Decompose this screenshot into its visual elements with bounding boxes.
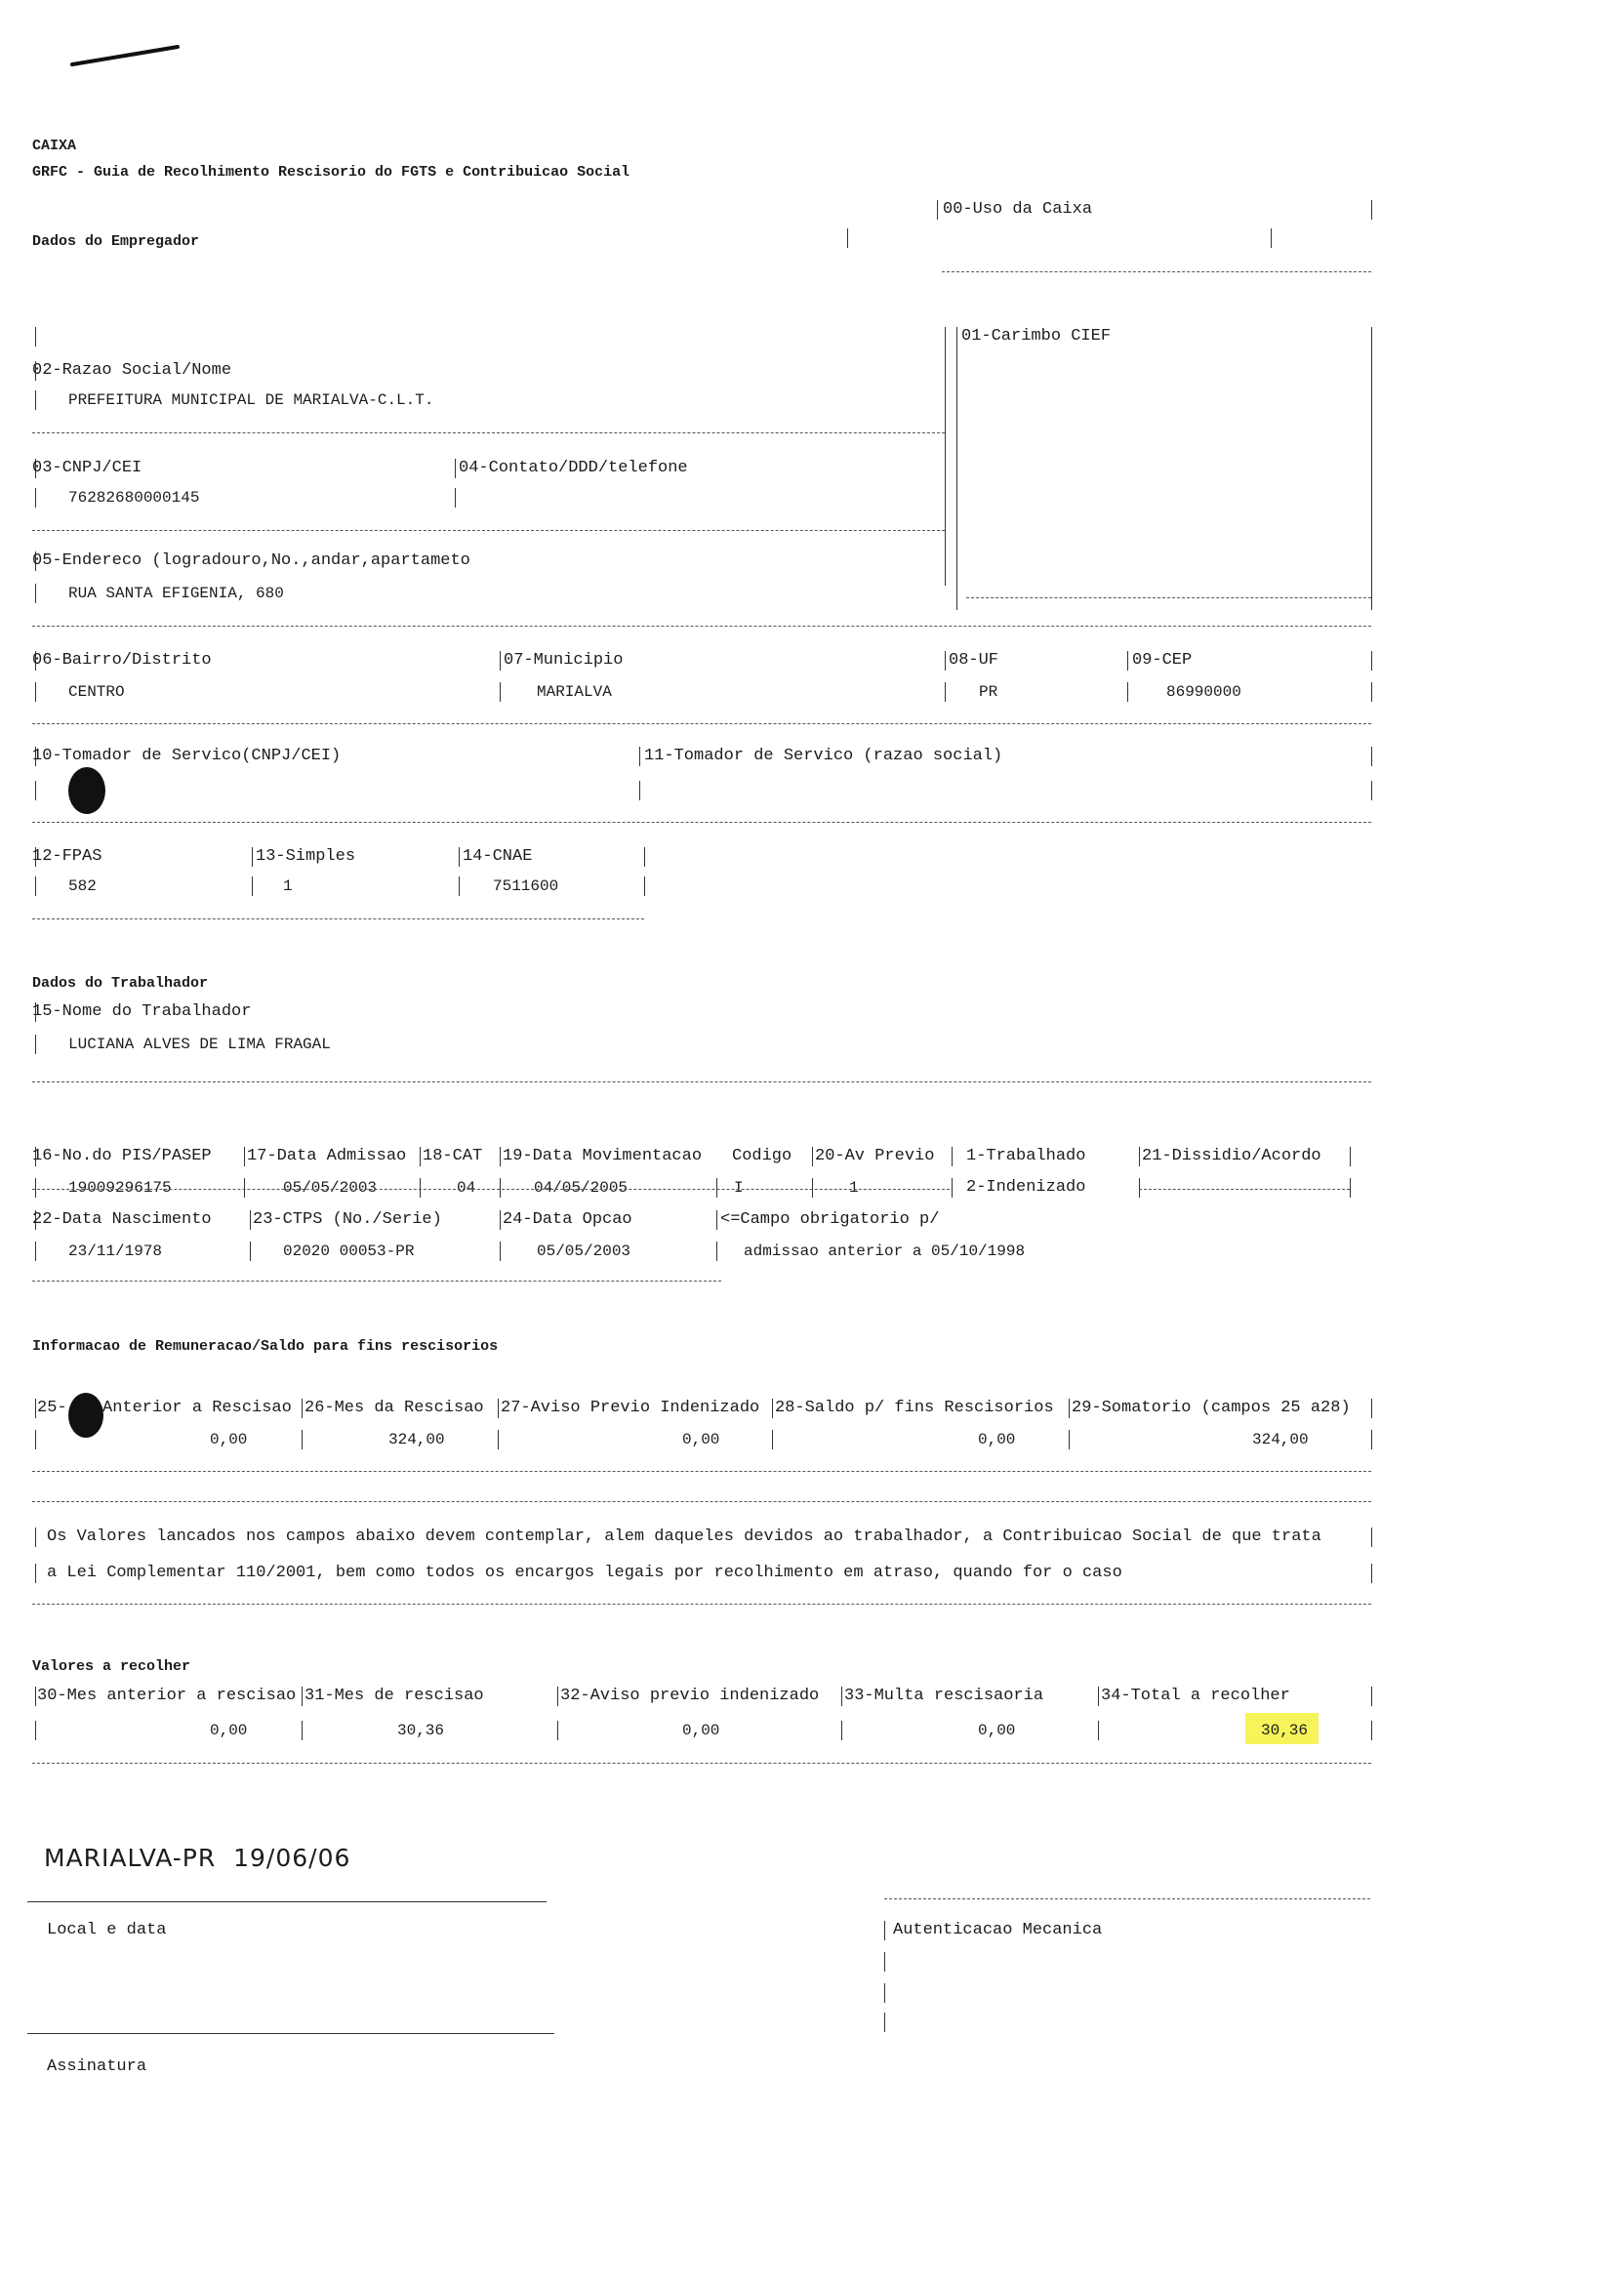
f26-label: 26-Mes da Rescisao — [304, 1399, 484, 1417]
movimentacao-value: 04/05/2005 — [534, 1179, 629, 1197]
ctps-value: 02020 00053-PR — [283, 1242, 415, 1260]
nascimento-value: 23/11/1978 — [68, 1242, 163, 1260]
worker-section-title: Dados do Trabalhador — [32, 975, 209, 992]
tomador-cnpj-label: 10-Tomador de Servico(CNPJ/CEI) — [32, 747, 342, 765]
f30-value: 0,00 — [210, 1722, 248, 1739]
tomador-razao-label: 11-Tomador de Servico (razao social) — [644, 747, 1003, 765]
pen-stroke — [68, 39, 185, 74]
municipio-value: MARIALVA — [537, 683, 612, 701]
obrig-label: <=Campo obrigatorio p/ — [720, 1210, 940, 1229]
cnae-label: 14-CNAE — [463, 847, 533, 866]
cat-value: 04 — [457, 1179, 476, 1197]
codigo-value: I — [734, 1179, 744, 1197]
cnpj-label: 03-CNPJ/CEI — [32, 459, 142, 477]
cep-label: 09-CEP — [1132, 651, 1193, 670]
handwritten-place-date: MARIALVA-PR 19/06/06 — [44, 1844, 351, 1872]
autenticacao-label: Autenticacao Mecanica — [893, 1921, 1103, 1939]
contato-label: 04-Contato/DDD/telefone — [459, 459, 688, 477]
f34-label: 34-Total a recolher — [1101, 1687, 1290, 1705]
ink-blot — [68, 1393, 103, 1438]
endereco-value: RUA SANTA EFIGENIA, 680 — [68, 585, 284, 602]
simples-label: 13-Simples — [256, 847, 356, 866]
nome-label: 15-Nome do Trabalhador — [32, 1002, 252, 1021]
f27-label: 27-Aviso Previo Indenizado — [501, 1399, 760, 1417]
uf-value: PR — [979, 683, 998, 701]
f25-label: Anterior a Rescisao — [102, 1399, 292, 1417]
notice-line-2: a Lei Complementar 110/2001, bem como todos os encargos legais por recolhimento em atraso, quando for o caso — [47, 1564, 1122, 1582]
nascimento-label: 22-Data Nascimento — [32, 1210, 212, 1229]
opcao-label: 24-Data Opcao — [503, 1210, 632, 1229]
f28-value: 0,00 — [978, 1431, 1016, 1448]
admissao-value: 05/05/2003 — [283, 1179, 378, 1197]
dissidio-label: 21-Dissidio/Acordo — [1142, 1147, 1321, 1165]
opcao-value: 05/05/2003 — [537, 1242, 631, 1260]
f29-label: 29-Somatorio (campos 25 a28) — [1072, 1399, 1351, 1417]
f29-value: 324,00 — [1252, 1431, 1309, 1448]
employer-section-title: Dados do Empregador — [32, 233, 200, 250]
endereco-label: 05-Endereco (logradouro,No.,andar,apartameto — [32, 551, 470, 570]
aviso-value: 1 — [849, 1179, 859, 1197]
payment-section-title: Valores a recolher — [32, 1658, 191, 1675]
f32-value: 0,00 — [682, 1722, 720, 1739]
opt-indenizado: 2-Indenizado — [966, 1178, 1086, 1197]
uso-caixa-label: 00-Uso da Caixa — [943, 200, 1093, 219]
razao-value: PREFEITURA MUNICIPAL DE MARIALVA-C.L.T. — [68, 391, 434, 409]
fpas-value: 582 — [68, 877, 97, 895]
aviso-label: 20-Av Previo — [815, 1147, 935, 1165]
cnae-value: 7511600 — [493, 877, 559, 895]
simples-value: 1 — [283, 877, 293, 895]
movimentacao-label: 19-Data Movimentacao — [503, 1147, 703, 1165]
f27-value: 0,00 — [682, 1431, 720, 1448]
fpas-label: 12-FPAS — [32, 847, 102, 866]
form-title: GRFC - Guia de Recolhimento Rescisorio do FGTS e Contribuicao Social — [32, 164, 630, 181]
opt-trabalhado: 1-Trabalhado — [966, 1147, 1086, 1165]
bank-name: CAIXA — [32, 138, 77, 154]
ink-blot — [68, 767, 105, 814]
cat-label: 18-CAT — [423, 1147, 483, 1165]
f28-label: 28-Saldo p/ fins Rescisorios — [775, 1399, 1054, 1417]
carimbo-label: 01-Carimbo CIEF — [961, 327, 1112, 346]
pis-value: 19009296175 — [68, 1179, 172, 1197]
pis-label: 16-No.do PIS/PASEP — [32, 1147, 212, 1165]
f34-value: 30,36 — [1261, 1722, 1309, 1739]
notice-line-1: Os Valores lancados nos campos abaixo devem contemplar, alem daqueles devidos ao trabalhador, a Contribuicao Social de que trata — [47, 1527, 1321, 1546]
obrig-value: admissao anterior a 05/10/1998 — [744, 1242, 1026, 1260]
ctps-label: 23-CTPS (No./Serie) — [253, 1210, 442, 1229]
cep-value: 86990000 — [1166, 683, 1241, 701]
f25-value: 0,00 — [210, 1431, 248, 1448]
f31-value: 30,36 — [397, 1722, 445, 1739]
assinatura-label: Assinatura — [47, 2057, 147, 2076]
remuneration-section-title: Informacao de Remuneracao/Saldo para fins rescisorios — [32, 1338, 499, 1355]
f33-label: 33-Multa rescisaoria — [844, 1687, 1044, 1705]
f25-label-prefix: 25- — [37, 1399, 67, 1417]
nome-value: LUCIANA ALVES DE LIMA FRAGAL — [68, 1036, 331, 1053]
f26-value: 324,00 — [388, 1431, 445, 1448]
razao-label: 02-Razao Social/Nome — [32, 361, 232, 380]
f32-label: 32-Aviso previo indenizado — [560, 1687, 820, 1705]
f30-label: 30-Mes anterior a rescisao — [37, 1687, 297, 1705]
f33-value: 0,00 — [978, 1722, 1016, 1739]
cnpj-value: 76282680000145 — [68, 489, 200, 507]
admissao-label: 17-Data Admissao — [247, 1147, 407, 1165]
local-data-label: Local e data — [47, 1921, 167, 1939]
bairro-value: CENTRO — [68, 683, 125, 701]
municipio-label: 07-Municipio — [504, 651, 624, 670]
uf-label: 08-UF — [949, 651, 999, 670]
bairro-label: 06-Bairro/Distrito — [32, 651, 212, 670]
f31-label: 31-Mes de rescisao — [304, 1687, 484, 1705]
codigo-label: Codigo — [732, 1147, 792, 1165]
